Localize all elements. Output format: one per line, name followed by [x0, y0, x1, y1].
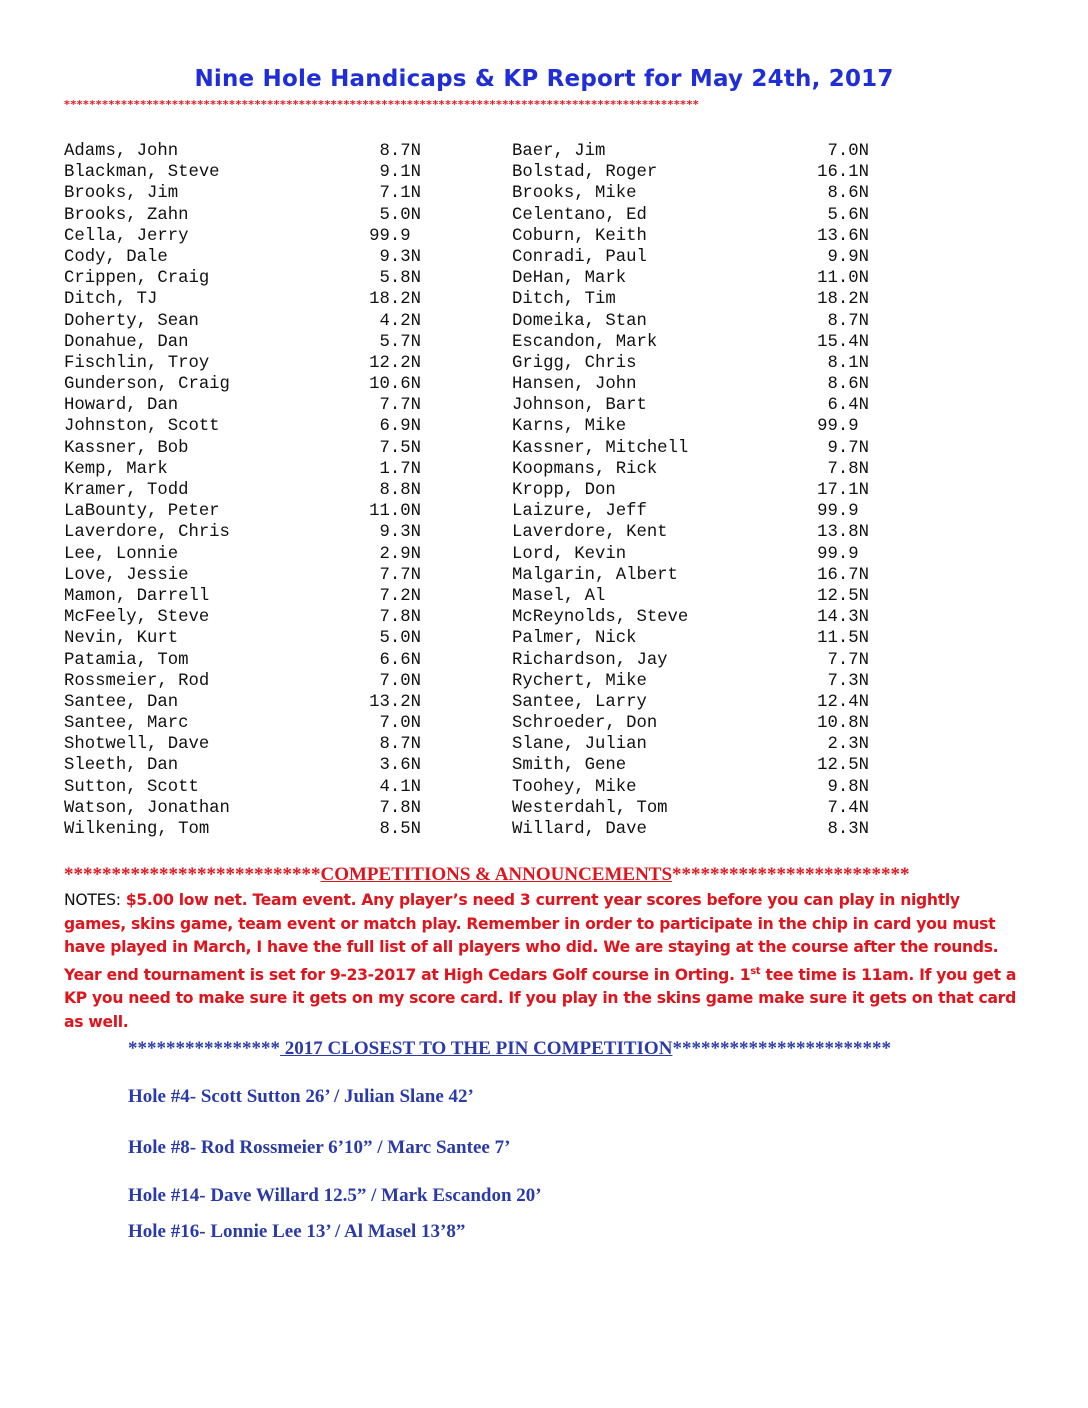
- player-handicap: 6.4N: [827, 396, 869, 416]
- player-row: [512, 268, 882, 289]
- player-name: Laverdore, Kent: [512, 523, 668, 543]
- player-name: Sutton, Scott: [64, 777, 199, 797]
- player-handicap: 5.8N: [379, 269, 421, 289]
- player-row: [512, 734, 882, 755]
- player-row: [64, 628, 434, 649]
- player-name: DeHan, Mark: [512, 269, 627, 289]
- player-name: Conradi, Paul: [512, 247, 647, 267]
- player-handicap: 2.3N: [827, 735, 869, 755]
- player-handicap: 18.2N: [369, 290, 421, 310]
- player-handicap: 9.8N: [827, 777, 869, 797]
- player-row: [512, 565, 882, 586]
- player-name: Palmer, Nick: [512, 629, 637, 649]
- player-name: Cella, Jerry: [64, 226, 189, 246]
- page-title: Nine Hole Handicaps & KP Report for May 24th, 2017: [194, 66, 894, 92]
- player-handicap: 5.0N: [379, 629, 421, 649]
- player-handicap: 17.1N: [817, 481, 869, 500]
- player-row: [512, 671, 882, 692]
- player-name: Kassner, Mitchell: [512, 438, 689, 458]
- handicap-list-left: [64, 141, 434, 840]
- player-handicap: 7.0N: [379, 671, 421, 691]
- player-name: Santee, Dan: [64, 692, 179, 712]
- player-row: [64, 353, 434, 374]
- player-handicap: 6.6N: [379, 650, 421, 670]
- player-row: [64, 247, 434, 268]
- player-row: [64, 501, 434, 522]
- player-handicap: 11.0N: [817, 269, 869, 289]
- player-name: Toohey, Mike: [512, 777, 637, 797]
- player-name: Laizure, Jeff: [512, 502, 647, 522]
- player-name: Escandon, Mark: [512, 332, 658, 352]
- player-row: [64, 459, 434, 480]
- player-handicap: 8.7N: [827, 311, 869, 331]
- player-handicap: 7.3N: [827, 671, 869, 691]
- player-row: [64, 395, 434, 416]
- competitions-heading: [64, 864, 1024, 886]
- player-row: [64, 205, 434, 226]
- player-name: Laverdore, Chris: [64, 523, 230, 543]
- player-row: [512, 522, 882, 543]
- player-handicap: 9.3N: [379, 523, 421, 543]
- player-handicap: 8.5N: [379, 820, 421, 839]
- player-handicap: 7.0N: [379, 714, 421, 734]
- competitions-heading-text: COMPETITIONS & ANNOUNCEMENTS: [320, 864, 673, 885]
- player-name: Patamia, Tom: [64, 650, 189, 670]
- player-row: [512, 183, 882, 204]
- player-handicap: 12.5N: [817, 756, 869, 776]
- player-row: [512, 374, 882, 395]
- player-handicap: 7.4N: [827, 798, 869, 818]
- player-handicap: 7.0N: [827, 142, 869, 161]
- player-row: [512, 628, 882, 649]
- player-handicap: 2.9N: [379, 544, 421, 564]
- player-row: [64, 565, 434, 586]
- player-name: Lee, Lonnie: [64, 544, 179, 564]
- player-name: Watson, Jonathan: [64, 798, 230, 818]
- player-handicap: 6.9N: [379, 417, 421, 437]
- player-row: [64, 522, 434, 543]
- player-name: Johnson, Bart: [512, 396, 647, 416]
- player-row: [64, 416, 434, 437]
- announcements-notes: [64, 889, 1024, 1034]
- player-row: [512, 226, 882, 247]
- player-handicap: 8.7N: [379, 735, 421, 755]
- player-handicap: 12.5N: [817, 586, 869, 606]
- player-name: Kassner, Bob: [64, 438, 189, 458]
- player-handicap: 8.7N: [379, 142, 421, 161]
- player-name: Domeika, Stan: [512, 311, 647, 331]
- player-name: Blackman, Steve: [64, 163, 220, 183]
- player-handicap: 16.1N: [817, 163, 869, 183]
- player-handicap: 15.4N: [817, 332, 869, 352]
- kp-competition-heading: [128, 1038, 1008, 1060]
- player-row: [512, 438, 882, 459]
- player-name: Richardson, Jay: [512, 650, 668, 670]
- kp-hole-8: Hole #8- Rod Rossmeier 6’10” / Marc Santee 7’: [128, 1137, 511, 1158]
- player-row: [64, 438, 434, 459]
- player-name: Sleeth, Dan: [64, 756, 179, 776]
- player-row: [64, 311, 434, 332]
- kp-hole-14: Hole #14- Dave Willard 12.5” / Mark Escandon 20’: [128, 1185, 542, 1206]
- player-name: Lord, Kevin: [512, 544, 627, 564]
- player-handicap: 99.9: [817, 544, 869, 564]
- player-handicap: 5.0N: [379, 205, 421, 225]
- player-row: [64, 607, 434, 628]
- player-handicap: 3.6N: [379, 756, 421, 776]
- player-row: [512, 692, 882, 713]
- notes-text-part2: tee time is 11am. If you get a KP you need to make sure it gets on my score card. If you play in the skins game make sure it gets on that card as well.: [64, 965, 1017, 1031]
- player-name: Celentano, Ed: [512, 205, 647, 225]
- player-row: [64, 650, 434, 671]
- player-name: Santee, Marc: [64, 714, 189, 734]
- player-row: [64, 713, 434, 734]
- player-name: McReynolds, Steve: [512, 608, 689, 628]
- player-name: Adams, John: [64, 142, 179, 161]
- player-name: Wilkening, Tom: [64, 820, 210, 839]
- kp-hole-16: Hole #16- Lonnie Lee 13’ / Al Masel 13’8”: [128, 1221, 466, 1242]
- player-name: Love, Jessie: [64, 565, 189, 585]
- player-handicap: 18.2N: [817, 290, 869, 310]
- handicap-list-right: [512, 141, 882, 840]
- player-row: [64, 162, 434, 183]
- player-handicap: 10.6N: [369, 375, 421, 395]
- player-handicap: 99.9: [369, 226, 421, 246]
- player-row: [512, 332, 882, 353]
- player-name: Bolstad, Roger: [512, 163, 658, 183]
- player-handicap: 7.1N: [379, 184, 421, 204]
- player-row: [512, 713, 882, 734]
- player-name: Ditch, Tim: [512, 290, 616, 310]
- player-name: Doherty, Sean: [64, 311, 199, 331]
- player-handicap: 9.1N: [379, 163, 421, 183]
- player-row: [64, 544, 434, 565]
- notes-text-part1: $5.00 low net. Team event. Any player’s need 3 current year scores before you can play in nightly games, skins game, team event or match play. Remember in order to participate in the chip in card you must have played in March, I have the full list of all players who did. We are staying at the course after the rounds. Year end tournament is set for 9-23-2017 at High Cedars Golf course in Orting. 1: [64, 891, 999, 984]
- player-row: [64, 755, 434, 776]
- player-row: [64, 671, 434, 692]
- player-handicap: 7.7N: [827, 650, 869, 670]
- player-handicap: 99.9: [817, 417, 869, 437]
- player-handicap: 7.2N: [379, 586, 421, 606]
- player-name: Johnston, Scott: [64, 417, 220, 437]
- player-row: [512, 289, 882, 310]
- player-name: McFeely, Steve: [64, 608, 210, 628]
- player-row: [64, 374, 434, 395]
- competitions-stars-left: ***************************: [64, 864, 321, 885]
- player-handicap: 16.7N: [817, 565, 869, 585]
- player-handicap: 8.6N: [827, 184, 869, 204]
- player-row: [64, 819, 434, 840]
- player-handicap: 8.6N: [827, 375, 869, 395]
- player-handicap: 4.2N: [379, 311, 421, 331]
- player-row: [512, 311, 882, 332]
- player-row: [512, 544, 882, 565]
- competitions-stars-right: *************************: [672, 864, 910, 885]
- player-name: Slane, Julian: [512, 735, 647, 755]
- kp-stars-left: ****************: [128, 1038, 280, 1059]
- player-name: Karns, Mike: [512, 417, 627, 437]
- player-name: Kramer, Todd: [64, 481, 189, 500]
- player-name: Willard, Dave: [512, 820, 647, 839]
- player-handicap: 13.8N: [817, 523, 869, 543]
- player-handicap: 5.7N: [379, 332, 421, 352]
- player-name: Shotwell, Dave: [64, 735, 210, 755]
- notes-label: NOTES:: [64, 891, 121, 909]
- player-name: Kemp, Mark: [64, 459, 168, 479]
- player-name: Baer, Jim: [512, 142, 606, 161]
- player-row: [64, 268, 434, 289]
- player-handicap: 8.3N: [827, 820, 869, 839]
- player-row: [64, 692, 434, 713]
- player-name: Smith, Gene: [512, 756, 627, 776]
- player-handicap: 13.6N: [817, 226, 869, 246]
- player-handicap: 7.7N: [379, 565, 421, 585]
- player-name: Schroeder, Don: [512, 714, 658, 734]
- player-handicap: 10.8N: [817, 714, 869, 734]
- player-handicap: 8.8N: [379, 481, 421, 500]
- player-name: Howard, Dan: [64, 396, 179, 416]
- player-handicap: 7.8N: [379, 798, 421, 818]
- player-row: [512, 416, 882, 437]
- player-row: [512, 162, 882, 183]
- player-name: Hansen, John: [512, 375, 637, 395]
- player-name: Rychert, Mike: [512, 671, 647, 691]
- title-divider-stars: ****************************************************************************************************: [64, 98, 700, 111]
- player-name: Ditch, TJ: [64, 290, 158, 310]
- player-name: Donahue, Dan: [64, 332, 189, 352]
- player-name: Coburn, Keith: [512, 226, 647, 246]
- notes-superscript: st: [750, 965, 761, 977]
- player-row: [512, 798, 882, 819]
- player-handicap: 7.5N: [379, 438, 421, 458]
- player-row: [64, 586, 434, 607]
- player-handicap: 5.6N: [827, 205, 869, 225]
- player-row: [64, 226, 434, 247]
- kp-hole-4: Hole #4- Scott Sutton 26’ / Julian Slane 42’: [128, 1086, 474, 1107]
- player-row: [64, 289, 434, 310]
- player-name: Cody, Dale: [64, 247, 168, 267]
- player-handicap: 99.9: [817, 502, 869, 522]
- player-name: Nevin, Kurt: [64, 629, 179, 649]
- player-handicap: 9.3N: [379, 247, 421, 267]
- player-name: Koopmans, Rick: [512, 459, 658, 479]
- player-name: Gunderson, Craig: [64, 375, 230, 395]
- player-row: [64, 480, 434, 501]
- player-row: [64, 734, 434, 755]
- player-row: [512, 501, 882, 522]
- kp-stars-right: ***********************: [672, 1038, 891, 1059]
- player-row: [512, 353, 882, 374]
- player-row: [512, 777, 882, 798]
- player-row: [512, 247, 882, 268]
- player-handicap: 7.8N: [827, 459, 869, 479]
- player-name: Fischlin, Troy: [64, 353, 210, 373]
- player-name: Grigg, Chris: [512, 353, 637, 373]
- player-row: [512, 395, 882, 416]
- player-name: Westerdahl, Tom: [512, 798, 668, 818]
- player-handicap: 7.7N: [379, 396, 421, 416]
- player-row: [512, 650, 882, 671]
- player-row: [64, 183, 434, 204]
- player-row: [64, 141, 434, 162]
- player-handicap: 14.3N: [817, 608, 869, 628]
- player-name: LaBounty, Peter: [64, 502, 220, 522]
- player-handicap: 12.4N: [817, 692, 869, 712]
- player-name: Crippen, Craig: [64, 269, 210, 289]
- player-handicap: 4.1N: [379, 777, 421, 797]
- player-row: [512, 141, 882, 162]
- player-row: [64, 777, 434, 798]
- player-handicap: 9.9N: [827, 247, 869, 267]
- player-name: Rossmeier, Rod: [64, 671, 210, 691]
- player-handicap: 13.2N: [369, 692, 421, 712]
- player-name: Brooks, Jim: [64, 184, 179, 204]
- player-handicap: 11.0N: [369, 502, 421, 522]
- player-handicap: 1.7N: [379, 459, 421, 479]
- player-handicap: 12.2N: [369, 353, 421, 373]
- player-row: [64, 332, 434, 353]
- player-row: [512, 205, 882, 226]
- player-name: Kropp, Don: [512, 481, 616, 500]
- player-handicap: 11.5N: [817, 629, 869, 649]
- player-name: Brooks, Mike: [512, 184, 637, 204]
- player-row: [512, 755, 882, 776]
- player-row: [512, 819, 882, 840]
- player-handicap: 9.7N: [827, 438, 869, 458]
- player-row: [512, 459, 882, 480]
- player-row: [512, 586, 882, 607]
- player-handicap: 7.8N: [379, 608, 421, 628]
- player-name: Mamon, Darrell: [64, 586, 210, 606]
- player-name: Santee, Larry: [512, 692, 647, 712]
- player-row: [512, 607, 882, 628]
- player-name: Malgarin, Albert: [512, 565, 678, 585]
- player-row: [64, 798, 434, 819]
- player-name: Brooks, Zahn: [64, 205, 189, 225]
- player-name: Masel, Al: [512, 586, 606, 606]
- player-row: [512, 480, 882, 501]
- kp-heading-text: 2017 CLOSEST TO THE PIN COMPETITION: [280, 1038, 673, 1059]
- player-handicap: 8.1N: [827, 353, 869, 373]
